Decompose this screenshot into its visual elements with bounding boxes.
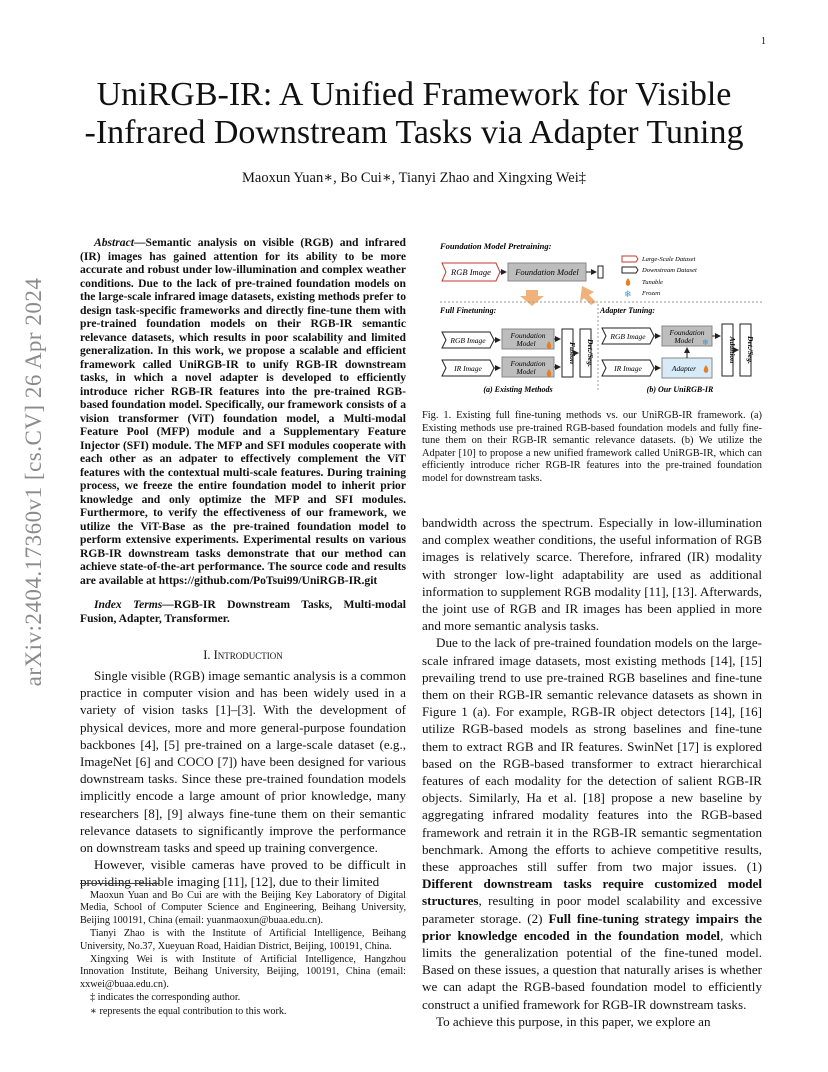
footnote: Maoxun Yuan and Bo Cui are with the Beijing Key Laboratory of Digital Media, School of Computer Science and Engineering, Beihang University, Beijing 100191, China (email: yuanmaoxun@buaa.edu.cn). [80, 890, 406, 926]
right-column-text [422, 514, 762, 1030]
title-line-2: -Infrared Downstream Tasks via Adapter Tuning [84, 114, 744, 151]
model-label: Model [516, 367, 536, 376]
legend-downstream: Downstream Dataset [642, 267, 697, 274]
adapter-label: Adapter [671, 364, 697, 373]
right-paragraph-3: To achieve this purpose, in this paper, we explore an [436, 1013, 711, 1029]
head-box [598, 266, 603, 278]
foundation-label: Foundation [510, 331, 546, 340]
footnote: Tianyi Zhao is with the Institute of Artificial Intelligence, Beihang University, No.37, Xueyuan Road, Haidian District, Beijing, 100191, China. [80, 928, 406, 952]
index-terms-text: RGB-IR Downstream Tasks, Multi-modal Fusion, Adapter, Transformer. [80, 598, 406, 625]
ir-image-label: IR Image [454, 364, 482, 373]
addition-label: Addition [728, 336, 737, 364]
legend-large: Large-Scale Dataset [642, 256, 696, 263]
footnote-rule [80, 883, 160, 884]
legend-large-swatch [622, 256, 638, 262]
figure-diagram [438, 240, 764, 396]
footnotes [80, 890, 406, 1019]
intro-paragraph-1: Single visible (RGB) image semantic analysis is a common practice in computer vision and has been widely used in a variety of vision tasks [1]–[3]. With the development of physical devices, more and more general-purpose foundation backbones [4], [5] pre-trained on a large-scale dataset (e.g., ImageNet [6] and COCO [7]) have been designed for various downstream tasks. Since these pre-trained foundation models implicitly encode a large amount of prior knowledge, many researchers [8], [9] always fine-tune them on their semantic relevance datasets to significantly improve the performance on downstream tasks and speed up training convergence. [80, 668, 406, 856]
right-paragraph-2 [422, 634, 762, 1012]
figure-1 [438, 240, 764, 396]
rgb-image-label: RGB Image [610, 332, 646, 341]
foundation-label: Foundation [669, 328, 705, 337]
arxiv-id: arXiv:2404.17360v1 [cs.CV] 26 Apr 2024 [21, 277, 46, 686]
subcaption-b: (b) Our UniRGB-IR [646, 385, 714, 394]
subcaption-a: (a) Existing Methods [483, 385, 553, 394]
flame-icon [626, 278, 631, 286]
rgb-image-label: RGB Image [451, 267, 491, 277]
rgb-image-label: RGB Image [450, 336, 486, 345]
index-terms [80, 598, 406, 625]
author-list: Maoxun Yuan∗, Bo Cui∗, Tianyi Zhao and Xingxing Wei‡ [242, 170, 586, 186]
page-number: 1 [761, 36, 766, 47]
introduction-text [80, 667, 406, 891]
footnote: Xingxing Wei is with Institute of Artificial Intelligence, Hangzhou Innovation Institute, Beihang University, Beijing, 100191, China (email: xxwei@buaa.edu.cn). [80, 954, 406, 990]
text-run: , resulting in poor model scalability and excessive parameter storage. (2) [422, 893, 762, 926]
legend-tunable: Tunable [642, 279, 663, 286]
intro-paragraph-2: However, visible cameras have proved to be difficult in providing reliable imaging [11], [12], due to their limited [80, 857, 406, 890]
figure-caption: Fig. 1. Existing full fine-tuning methods vs. our UniRGB-IR framework. (a) Existing methods use pre-trained RGB-based foundation models and fully fine-tune them on their RGB-IR semantic relevance datasets. (b) We utilize the Adpater [10] to propose a new unified framework called UniRGB-IR, which can efficiently introduce richer RGB-IR features into the pre-trained foundation model for downstream tasks. [422, 410, 762, 484]
index-terms-label: Index Terms— [94, 598, 174, 611]
footnote: ∗ represents the equal contribution to this work. [90, 1005, 287, 1017]
foundation-model-label: Foundation Model [515, 267, 579, 277]
model-label: Model [674, 336, 694, 345]
bold-run: Full fine-tuning strategy impairs the prior knowledge encoded in the foundation model [422, 910, 762, 943]
title-line-1: UniRGB-IR: A Unified Framework for Visible [96, 76, 732, 113]
paper-title [60, 76, 768, 152]
snowflake-icon: ❄ [624, 289, 632, 299]
arxiv-stamp [21, 277, 46, 686]
det-seg-label: Det./Seg. [586, 339, 595, 367]
adapter-tuning-label: Adapter Tuning: [600, 306, 656, 315]
fusion-label: Fusion [568, 341, 577, 365]
text-run: , which limits the generalization potential of the fine-tuned model. Based on these issues, a question that naturally arises is whether we can adapt the RGB-based foundation model to efficiently construct a unified framework for RGB-IR downstream tasks. [422, 927, 763, 1012]
down-arrow-left [520, 290, 544, 306]
pretrain-label: Foundation Model Pretraining: [440, 241, 552, 251]
snowflake-icon: ❄ [702, 338, 709, 347]
full-finetuning-label: Full Finetuning: [440, 306, 497, 315]
bold-run: Different downstream tasks require customized model structures [422, 876, 762, 909]
abstract-label: Abstract— [94, 236, 146, 249]
abstract-text: Semantic analysis on visible (RGB) and infrared (IR) images has gained attention for its ability to be more accurate and robust under low-illumination and complex weather conditions. Due to the lack of pre-trained foundation models on the large-scale infrared image datasets, existing methods prefer to design task-specific frameworks and directly fine-tune them with pre-trained foundation models on their RGB-IR semantic relevance datasets, which results in poor scalability and limited generalization. In this work, we propose a scalable and efficient framework called UniRGB-IR to unify RGB-IR downstream tasks, in which a novel adapter is developed to efficiently introduce richer RGB-IR features into the pre-trained RGB-based foundation model. Specifically, our framework consists of a vision transformer (ViT) foundation model, a Multi-modal Feature Pool (MFP) module and a Supplementary Feature Injector (SFI) module. The MFP and SFI modules cooperate with each other as an adpater to effectively complement the ViT features with the contextual multi-scale features. During training process, we freeze the entire foundation model to inherit prior knowledge and only optimize the MFP and SFI modules. Furthermore, to verify the effectiveness of our framework, we utilize the ViT-Base as the pre-trained foundation model to perform extensive experiments. Experimental results on various RGB-IR downstream tasks demonstrate that our method can achieve state-of-the-art performance. The source code and results are available at https://github.com/PoTsui99/UniRGB-IR.git [80, 236, 406, 587]
model-label: Model [516, 339, 536, 348]
footnote: ‡ indicates the corresponding author. [90, 992, 241, 1004]
abstract [80, 236, 406, 587]
det-seg-label: Det./Seg. [746, 336, 755, 364]
right-paragraph-1: bandwidth across the spectrum. Especially in low-illumination and complex weather conditions, the useful information of RGB images is relatively scarce. Therefore, infrared (IR) modality with stronger low-light adaptability are used as additional information to supplement RGB modality [11], [13]. Afterwards, the joint use of RGB and IR images has been applied in more and more semantic analysis tasks. [422, 515, 762, 634]
legend-frozen: Frozen [642, 290, 661, 297]
foundation-label: Foundation [510, 359, 546, 368]
legend-downstream-swatch [622, 267, 638, 273]
section-heading: I. Introduction [203, 648, 283, 662]
ir-image-label: IR Image [614, 364, 642, 373]
text-run: Due to the lack of pre-trained foundation models on the large-scale infrared image datasets, most existing methods [14], [15] prevailing trend to use pre-trained RGB baselines and fine-tune them on their RGB-IR semantic relevance datasets as shown in Figure 1 (a). For example, RGB-IR object detectors [14], [16] utilize RGB-based models as strong baselines and fine-tune them to extract RGB and IR features. SwinNet [17] is explored based on the RGB-based transformer to extract hierarchical features of each modality for the detection of salient RGB-IR objects. Similarly, Ha et al. [18] propose a new baseline by aggregating infrared modality features into the RGB-based framework and retrain it in the RGB-IR semantic segmentation benchmark. Among the efforts to achieve competitive results, these approaches still suffer from two major issues. (1) [422, 635, 762, 875]
